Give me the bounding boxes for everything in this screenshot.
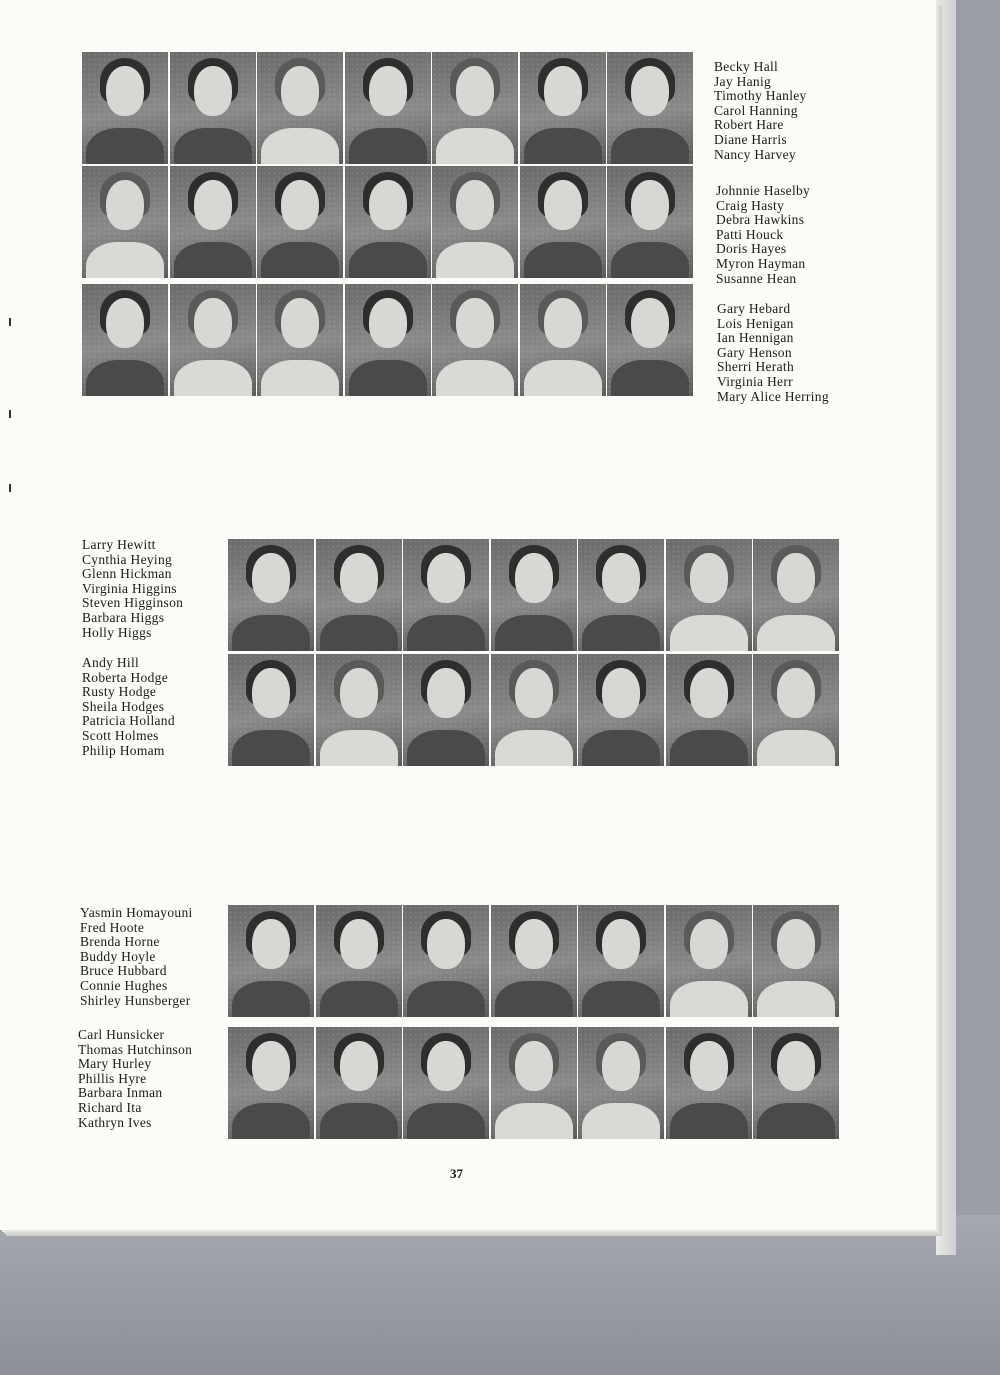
student-portrait — [345, 166, 431, 278]
student-portrait — [491, 905, 577, 1017]
student-portrait — [491, 1027, 577, 1139]
student-name: Becky Hall — [714, 59, 779, 74]
student-name: Andy Hill — [82, 655, 140, 670]
student-name: Barbara Higgs — [82, 609, 165, 625]
page-number: 37 — [450, 1166, 463, 1181]
name-list — [717, 302, 829, 404]
student-name: Scott Holmes — [82, 727, 159, 743]
student-portrait — [316, 1027, 402, 1139]
student-name: Buddy Hoyle — [80, 948, 156, 964]
student-name: Virginia Herr — [717, 373, 793, 389]
student-name: Thomas Hutchinson — [78, 1041, 193, 1057]
student-name: Roberta Hodge — [82, 669, 169, 685]
student-name: Gary Henson — [717, 344, 792, 360]
student-name: Steven Higginson — [82, 595, 184, 611]
binding-mark — [9, 484, 11, 492]
student-name: Brenda Horne — [80, 934, 160, 950]
student-portrait — [520, 52, 606, 164]
student-portrait — [607, 166, 693, 278]
student-name: Debra Hawkins — [716, 212, 805, 228]
student-name: Fred Hoote — [80, 919, 145, 935]
student-portrait — [82, 52, 168, 164]
photo-row — [82, 52, 693, 164]
student-portrait — [228, 905, 314, 1017]
student-name: Shirley Hunsberger — [80, 992, 191, 1008]
student-name: Philip Homam — [82, 742, 165, 758]
photo-row — [228, 539, 839, 651]
student-portrait — [753, 654, 839, 766]
student-portrait — [316, 654, 402, 766]
student-name: Timothy Hanley — [714, 88, 807, 104]
student-name: Ian Hennigan — [717, 330, 794, 346]
student-name: Richard Ita — [78, 1099, 142, 1115]
student-portrait — [345, 52, 431, 164]
student-portrait — [170, 284, 256, 396]
student-portrait — [257, 52, 343, 164]
student-name: Lois Henigan — [717, 315, 794, 331]
name-list — [82, 656, 175, 758]
student-portrait — [228, 539, 314, 651]
photo-row — [228, 1027, 839, 1139]
student-portrait — [403, 1027, 489, 1139]
page-edge — [936, 0, 956, 1255]
student-portrait — [607, 284, 693, 396]
student-portrait — [578, 654, 664, 766]
name-list — [80, 906, 193, 1008]
student-name: Barbara Inman — [78, 1085, 163, 1101]
student-portrait — [753, 1027, 839, 1139]
student-portrait — [403, 539, 489, 651]
student-portrait — [432, 166, 518, 278]
student-portrait — [403, 905, 489, 1017]
student-portrait — [578, 905, 664, 1017]
photo-row — [82, 166, 693, 278]
student-name: Larry Hewitt — [82, 537, 156, 552]
binding-mark — [9, 318, 11, 326]
student-name: Sherri Herath — [717, 359, 794, 375]
student-portrait — [170, 166, 256, 278]
student-name: Craig Hasty — [716, 197, 785, 213]
student-portrait — [432, 284, 518, 396]
student-name: Mary Hurley — [78, 1056, 152, 1072]
student-name: Connie Hughes — [80, 977, 168, 993]
student-portrait — [257, 166, 343, 278]
student-portrait — [666, 905, 752, 1017]
student-name: Sheila Hodges — [82, 698, 165, 714]
student-name: Gary Hebard — [717, 301, 791, 316]
student-portrait — [753, 539, 839, 651]
student-portrait — [82, 166, 168, 278]
student-portrait — [520, 166, 606, 278]
name-list — [716, 184, 810, 286]
photo-row — [82, 284, 693, 396]
student-name: Johnnie Haselby — [716, 183, 811, 198]
student-name: Holly Higgs — [82, 624, 152, 640]
student-name: Jay Hanig — [714, 73, 772, 89]
student-portrait — [228, 654, 314, 766]
student-name: Patti Houck — [716, 226, 784, 242]
student-name: Susanne Hean — [716, 270, 797, 286]
student-name: Carl Hunsicker — [78, 1027, 165, 1042]
student-name: Yasmin Homayouni — [80, 905, 193, 920]
student-portrait — [578, 539, 664, 651]
student-name: Virginia Higgins — [82, 580, 177, 596]
student-portrait — [491, 539, 577, 651]
name-list — [714, 60, 807, 162]
student-name: Robert Hare — [714, 117, 784, 133]
student-name: Carol Hanning — [714, 102, 798, 118]
student-portrait — [520, 284, 606, 396]
student-portrait — [607, 52, 693, 164]
student-portrait — [491, 654, 577, 766]
student-name: Rusty Hodge — [82, 684, 157, 700]
student-name: Kathryn Ives — [78, 1114, 152, 1130]
student-portrait — [753, 905, 839, 1017]
student-portrait — [170, 52, 256, 164]
photo-row — [228, 654, 839, 766]
student-portrait — [666, 654, 752, 766]
student-portrait — [316, 539, 402, 651]
student-portrait — [666, 539, 752, 651]
student-portrait — [316, 905, 402, 1017]
student-portrait — [345, 284, 431, 396]
name-list — [82, 538, 183, 640]
student-portrait — [257, 284, 343, 396]
student-portrait — [403, 654, 489, 766]
student-portrait — [228, 1027, 314, 1139]
student-name: Glenn Hickman — [82, 566, 172, 582]
student-portrait — [82, 284, 168, 396]
binding-mark — [9, 410, 11, 418]
student-name: Phillis Hyre — [78, 1070, 147, 1086]
scanner-background — [0, 1215, 1000, 1375]
student-portrait — [578, 1027, 664, 1139]
student-name: Diane Harris — [714, 131, 787, 147]
student-name: Mary Alice Herring — [717, 388, 829, 404]
student-portrait — [666, 1027, 752, 1139]
student-name: Bruce Hubbard — [80, 963, 167, 979]
student-portrait — [432, 52, 518, 164]
name-list — [78, 1028, 192, 1130]
student-name: Cynthia Heying — [82, 551, 173, 567]
student-name: Myron Hayman — [716, 255, 806, 271]
student-name: Nancy Harvey — [714, 146, 796, 162]
photo-row — [228, 905, 839, 1017]
student-name: Patricia Holland — [82, 713, 175, 729]
student-name: Doris Hayes — [716, 241, 787, 257]
